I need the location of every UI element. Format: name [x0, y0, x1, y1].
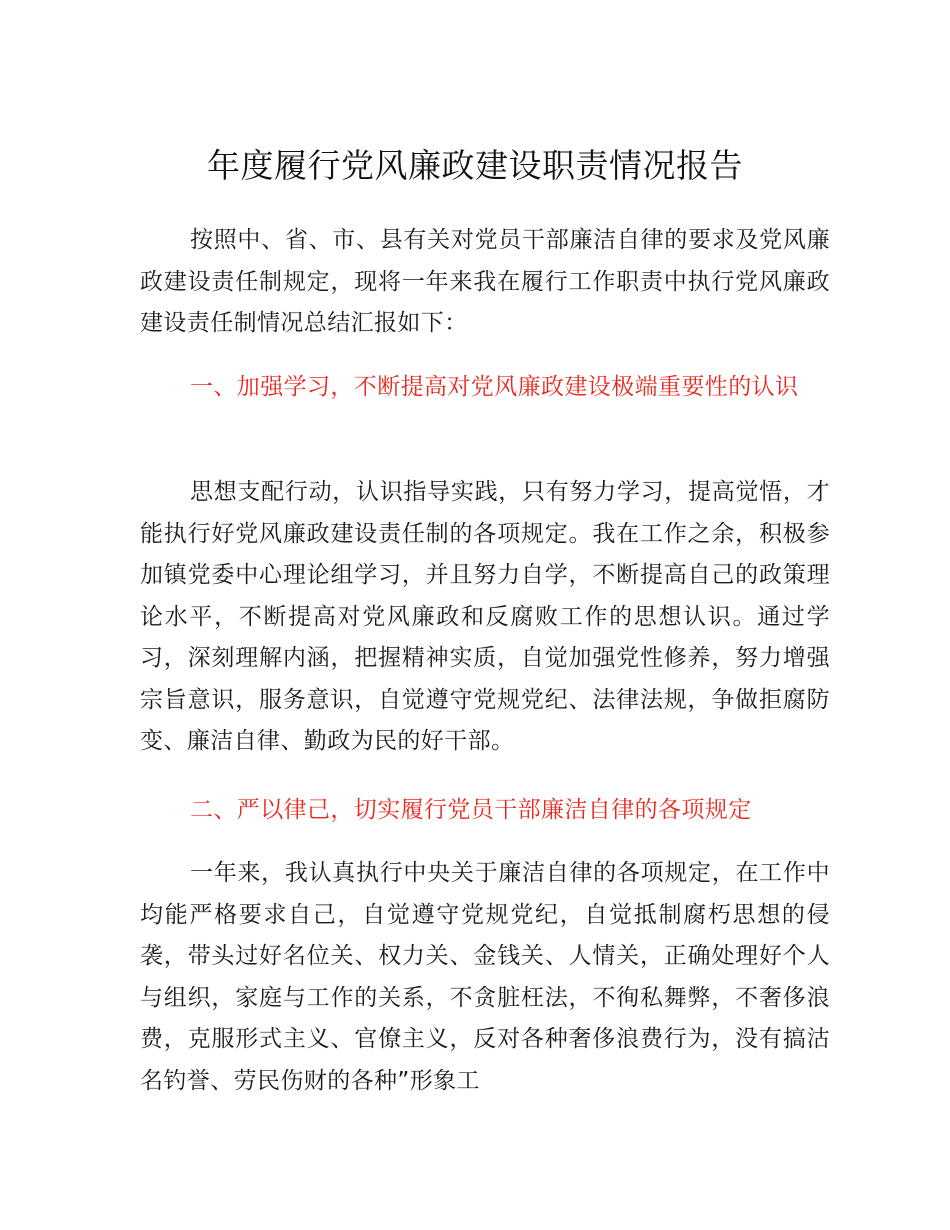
section-heading-1: 一、加强学习，不断提高对党风廉政建设极端重要性的认识 [190, 374, 799, 400]
section-body-1: 思想支配行动，认识指导实践，只有努力学习，提高觉悟，才能执行好党风廉政建设责任制的各项规定。我在工作之余，积极参加镇党委中心理论组学习，并且努力自学，不断提高自己的政策理论水平，不断提高对党风廉政和反腐败工作的思想认识。通过学习，深刻理解内涵，把握精神实质，自觉加强党性修养，努力增强宗旨意识，服务意识，自觉遵守党规党纪、法律法规，争做拒腐防变、廉洁自律、勤政为民的好干部。 [140, 479, 830, 754]
section-heading-2: 二、严以律己，切实履行党员干部廉洁自律的各项规定 [190, 797, 752, 823]
document-title: 年度履行党风廉政建设职责情况报告 [207, 146, 743, 185]
section-body-2: 一年来，我认真执行中央关于廉洁自律的各项规定，在工作中均能严格要求自己，自觉遵守党规党纪，自觉抵制腐朽思想的侵袭，带头过好名位关、权力关、金钱关、人情关，正确处理好个人与组织，家庭与工作的关系，不贪脏枉法，不徇私舞弊，不奢侈浪费，克服形式主义、官僚主义，反对各种奢侈浪费行为，没有搞沽名钓誉、劳民伤财的各种”形象工 [140, 860, 830, 1094]
intro-paragraph: 按照中、省、市、县有关对党员干部廉洁自律的要求及党风廉政建设责任制规定，现将一年来我在履行工作职责中执行党风廉政建设责任制情况总结汇报如下： [140, 227, 830, 336]
